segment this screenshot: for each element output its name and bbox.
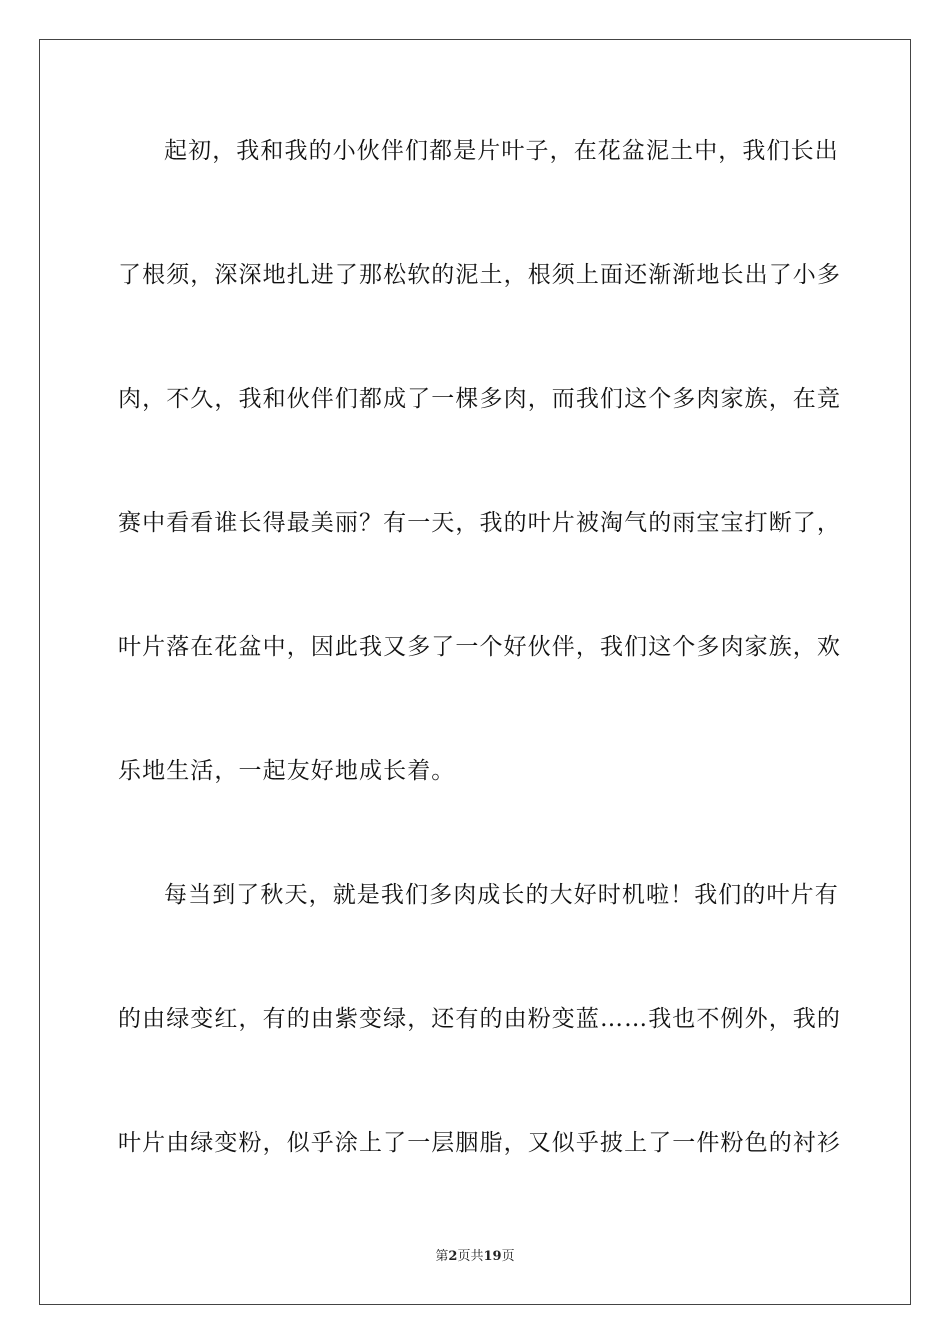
text-line: 叶片落在花盆中，因此我又多了一个好伙伴，我们这个多肉家族，欢 <box>118 634 841 660</box>
total-pages: 19 <box>483 1249 502 1264</box>
text-line: 赛中看看谁长得最美丽？有一天，我的叶片被淘气的雨宝宝打断了， <box>118 510 841 536</box>
text-line: 肉，不久，我和伙伴们都成了一棵多肉，而我们这个多肉家族，在竞 <box>118 386 841 412</box>
text-line: 每当到了秋天，就是我们多肉成长的大好时机啦！我们的叶片有 <box>164 882 839 908</box>
text-line: 的由绿变红，有的由紫变绿，还有的由粉变蓝……我也不例外，我的 <box>118 1006 841 1032</box>
page-footer <box>0 1248 950 1266</box>
text-line: 叶片由绿变粉，似乎涂上了一层胭脂，又似乎披上了一件粉色的衬衫 <box>118 1130 841 1156</box>
text-line: 了根须，深深地扎进了那松软的泥土，根须上面还渐渐地长出了小多 <box>118 262 841 288</box>
page-suffix: 页 <box>457 1249 471 1264</box>
total-prefix: 共 <box>470 1249 484 1264</box>
page-prefix: 第 <box>435 1249 449 1264</box>
page-border <box>39 39 911 1305</box>
text-line: 起初，我和我的小伙伴们都是片叶子，在花盆泥土中，我们长出 <box>164 138 839 164</box>
page-number: 2 <box>448 1249 458 1264</box>
total-suffix: 页 <box>501 1249 515 1264</box>
text-line: 乐地生活，一起友好地成长着。 <box>118 758 456 784</box>
